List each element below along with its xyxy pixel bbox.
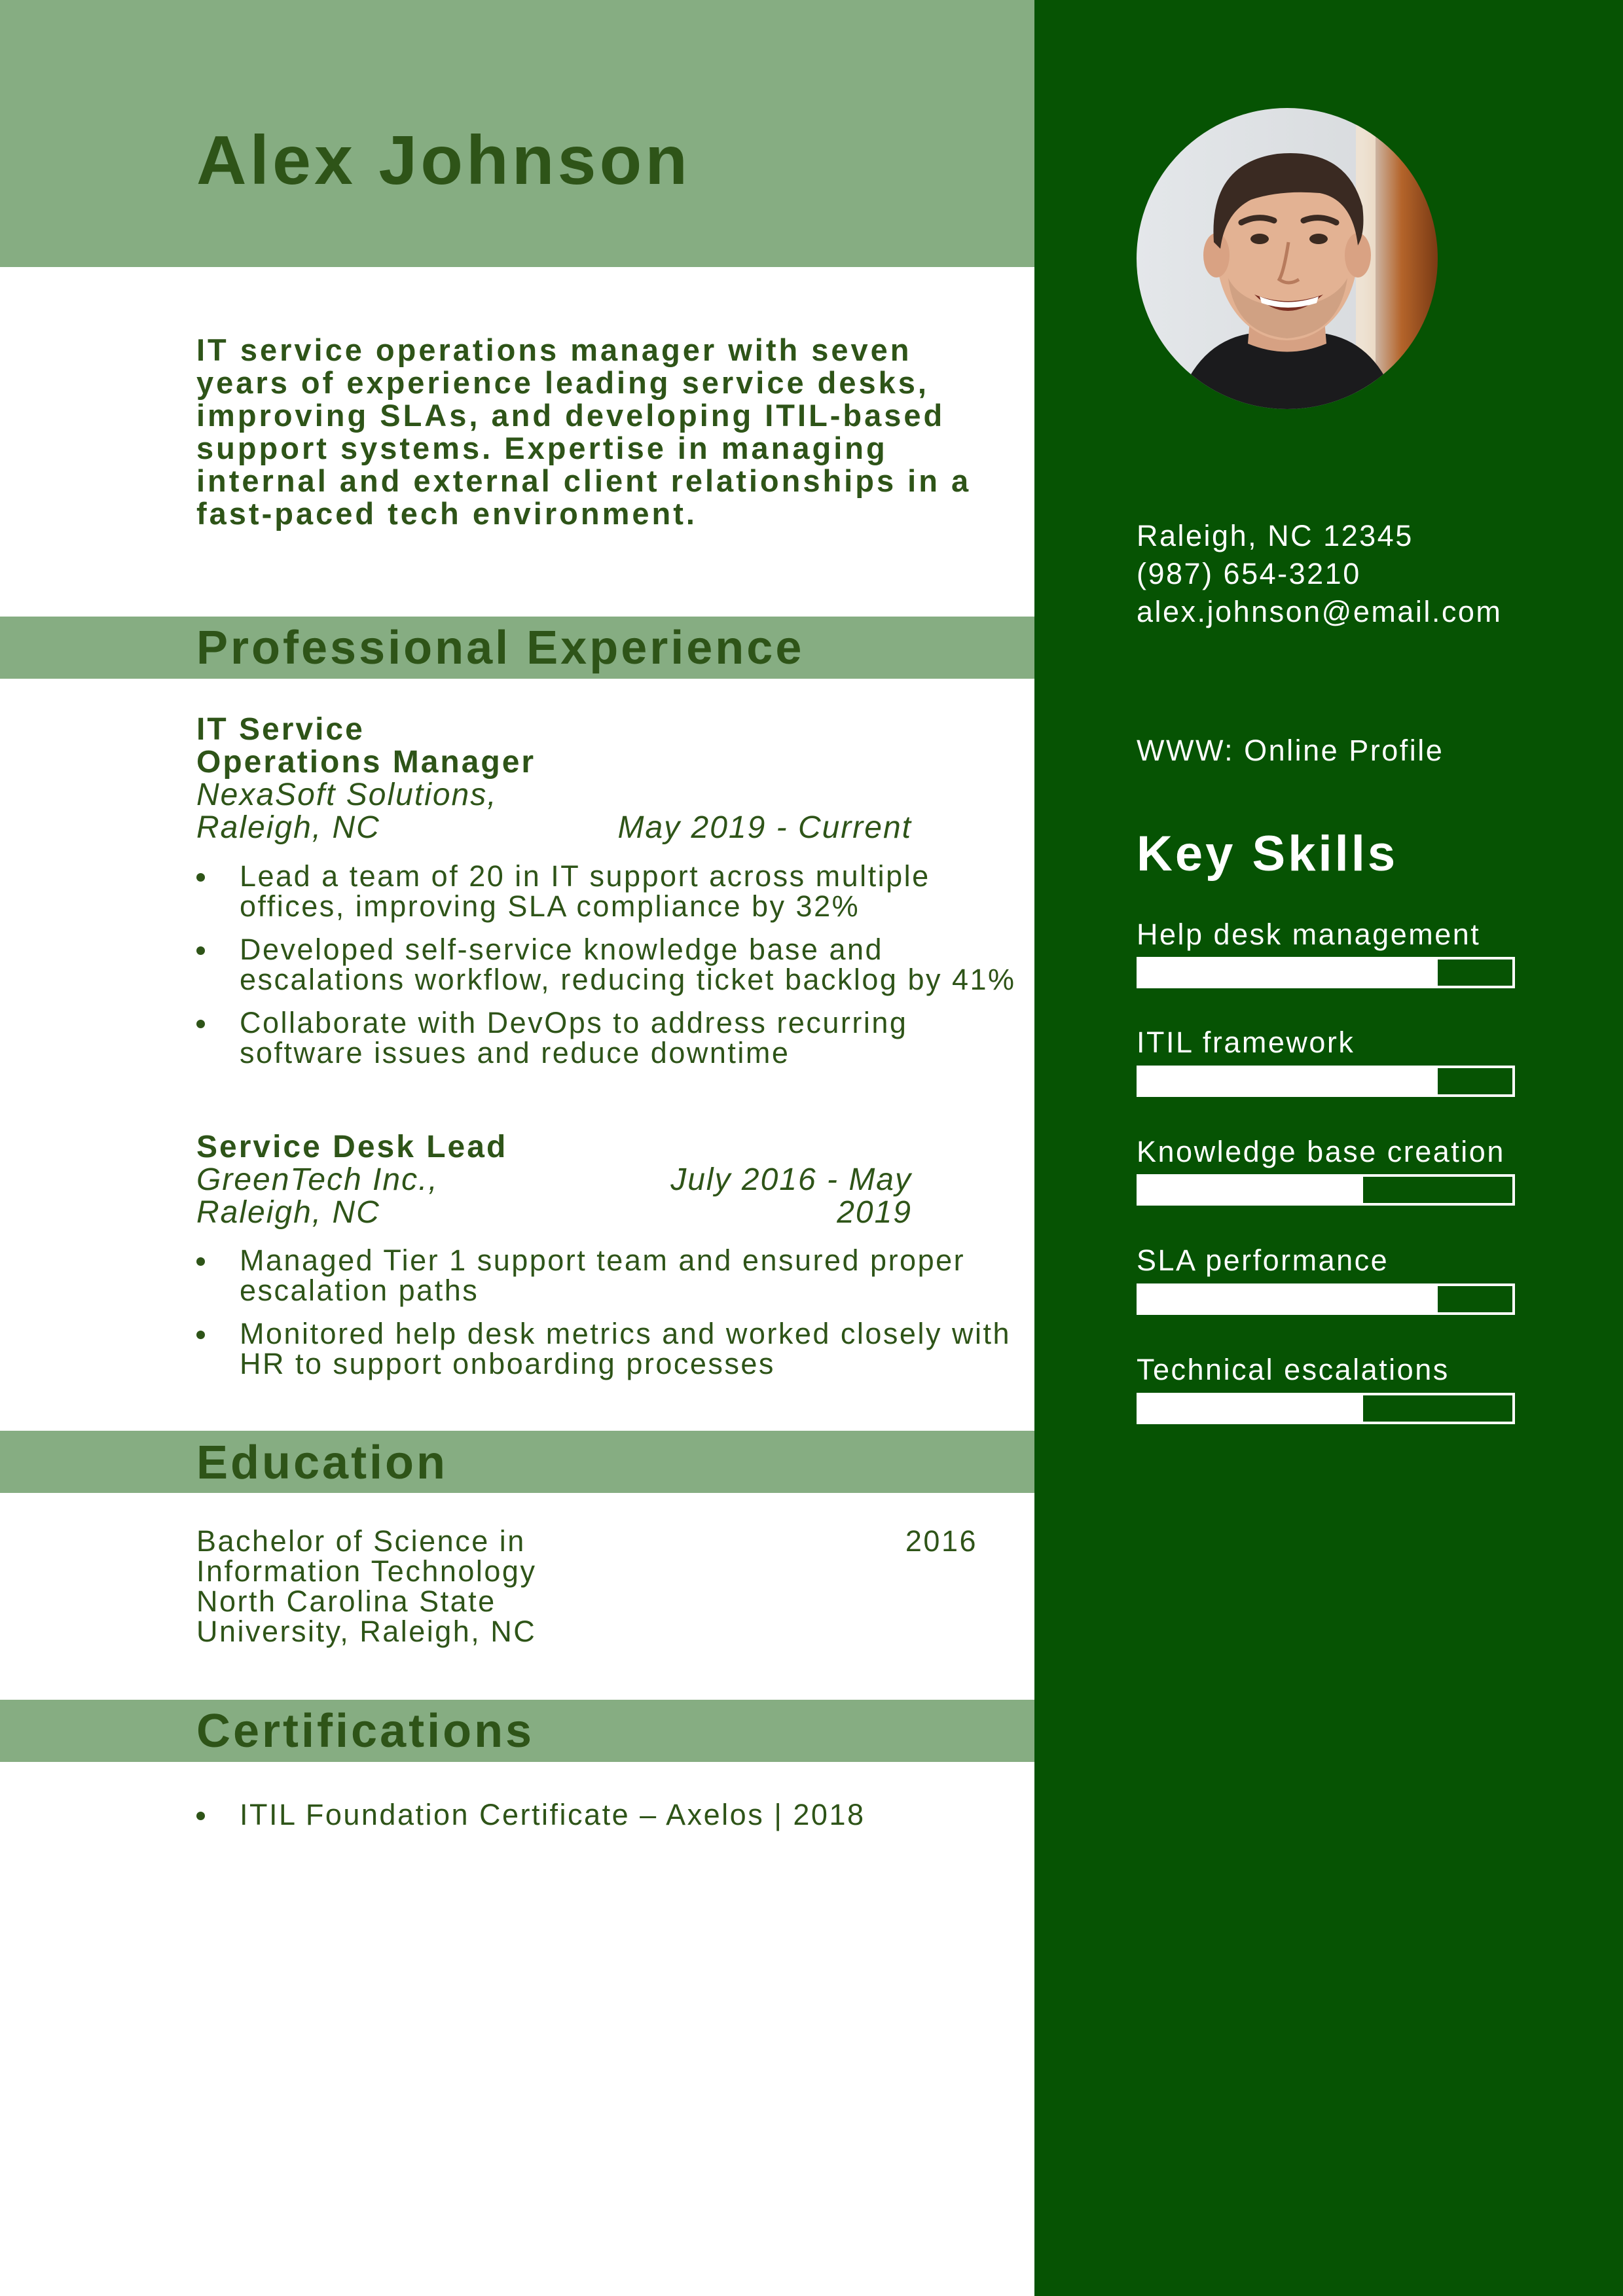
company-name: NexaSoft Solutions,	[196, 778, 498, 812]
online-profile-link[interactable]: WWW: Online Profile	[1137, 734, 1444, 767]
section-title-education: Education	[196, 1437, 448, 1489]
education-year: 2016	[905, 1524, 977, 1558]
bullet-text: Managed Tier 1 support team and ensured proper escalation paths	[240, 1244, 966, 1307]
job-title: Service Desk Lead	[196, 1130, 508, 1164]
job-location: Raleigh, NC	[196, 1195, 380, 1230]
bullet-text: Lead a team of 20 in IT support across multiple offices, improving SLA compliance by 32%	[240, 859, 930, 923]
bullet-icon	[196, 1331, 205, 1339]
education-line: North Carolina State	[196, 1585, 496, 1618]
skill-bar	[1137, 1283, 1515, 1315]
contact-email[interactable]: alex.johnson@email.com	[1137, 595, 1503, 628]
skill-label: Technical escalations	[1137, 1353, 1450, 1386]
list-item	[196, 1246, 1021, 1306]
skill-label: ITIL framework	[1137, 1026, 1355, 1059]
skill-label: Knowledge base creation	[1137, 1135, 1505, 1168]
job-location: Raleigh, NC	[196, 810, 380, 845]
list-item	[196, 1319, 1021, 1379]
bullet-icon	[196, 946, 205, 955]
profile-photo	[1137, 108, 1438, 409]
list-item	[196, 861, 1021, 922]
list-item	[196, 1008, 1021, 1068]
skill-label: Help desk management	[1137, 918, 1481, 951]
bullet-text: Developed self-service knowledge base and escalations workflow, reducing ticket backlog by 41%	[240, 933, 1016, 996]
section-title-certifications: Certifications	[196, 1705, 535, 1757]
section-title-skills: Key Skills	[1137, 826, 1398, 882]
skill-label: SLA performance	[1137, 1244, 1389, 1277]
certifications-list	[196, 1800, 1021, 1843]
skill-bar-fill	[1139, 1395, 1363, 1422]
list-item	[196, 935, 1021, 995]
skill-bar	[1137, 957, 1515, 988]
skill-bar	[1137, 1393, 1515, 1424]
bullet-icon	[196, 1257, 205, 1266]
skill-bar	[1137, 1066, 1515, 1097]
contact-address: Raleigh, NC 12345	[1137, 519, 1413, 552]
contact-phone: (987) 654-3210	[1137, 557, 1361, 590]
job-bullets	[196, 1246, 1021, 1392]
education-degree	[196, 1526, 536, 1647]
job-dates: 2019	[837, 1195, 912, 1230]
professional-summary: IT service operations manager with seven years of experience leading service desks, improving SLAs, and developing ITIL-based support systems. Expertise in managing internal and external client relationships in a fast-paced tech environment.	[196, 332, 972, 531]
skill-bar-fill	[1139, 1068, 1438, 1094]
bullet-text: Monitored help desk metrics and worked closely with HR to support onboarding processes	[240, 1317, 1011, 1380]
portrait-image	[1137, 108, 1438, 409]
bullet-icon	[196, 1812, 205, 1820]
job-dates: May 2019 - Current	[617, 810, 912, 845]
job-title: IT Service	[196, 712, 365, 747]
education-line: University, Raleigh, NC	[196, 1615, 537, 1648]
bullet-text: Collaborate with DevOps to address recurring software issues and reduce downtime	[240, 1006, 908, 1069]
skill-bar-fill	[1139, 960, 1438, 986]
job-dates: July 2016 - May	[670, 1162, 912, 1197]
education-band	[0, 1431, 1034, 1493]
skill-bar	[1137, 1174, 1515, 1206]
skill-bar-fill	[1139, 1286, 1438, 1312]
company-name: GreenTech Inc.,	[196, 1162, 439, 1197]
education-line: Bachelor of Science in	[196, 1524, 526, 1558]
candidate-name: Alex Johnson	[196, 122, 691, 199]
job-bullets	[196, 861, 1021, 1081]
bullet-icon	[196, 873, 205, 882]
job-title: Operations Manager	[196, 745, 536, 780]
section-title-experience: Professional Experience	[196, 622, 805, 674]
certification-text: ITIL Foundation Certificate – Axelos | 2018	[240, 1798, 866, 1831]
skill-bar-fill	[1139, 1177, 1363, 1203]
education-line: Information Technology	[196, 1554, 537, 1588]
list-item	[196, 1800, 1021, 1830]
bullet-icon	[196, 1020, 205, 1028]
